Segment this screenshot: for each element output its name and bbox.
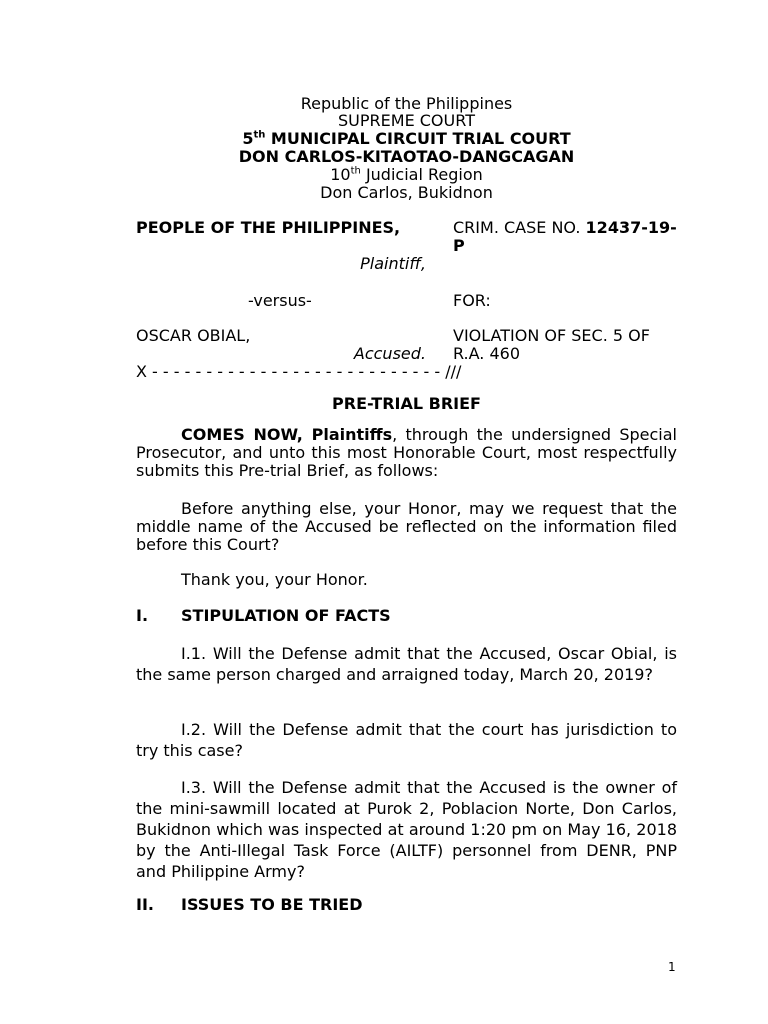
accused-role: Accused. bbox=[353, 344, 426, 363]
court-number: 5 bbox=[242, 129, 254, 148]
violation-line-2: R.A. 460 bbox=[453, 344, 521, 363]
caption-divider-line: X - - - - - - - - - - - - - - - - - - - - - - - - - - - /// bbox=[136, 362, 462, 381]
case-number-suffix: P bbox=[453, 236, 465, 255]
region-number-suffix: th bbox=[350, 165, 361, 177]
intro-rest: , through the undersigned Special Prosecutor, and unto this most Honorable Court, most respectfully submits this Pre-trial Brief, as follows: bbox=[136, 425, 677, 480]
case-number-value: 12437-19- bbox=[585, 218, 677, 237]
case-number-label: CRIM. CASE NO. bbox=[453, 218, 581, 237]
stipulation-item-2: I.2. Will the Defense admit that the court has jurisdiction to try this case? bbox=[136, 720, 677, 760]
accused-name: OSCAR OBIAL, bbox=[136, 326, 251, 345]
header-location: DON CARLOS-KITAOTAO-DANGCAGAN bbox=[238, 147, 575, 166]
region-number: 10 bbox=[330, 165, 351, 184]
stipulation-item-1: I.1. Will the Defense admit that the Accused, Oscar Obial, is the same person charged and arraigned today, March 20, 2019? bbox=[136, 644, 677, 684]
intro-paragraph bbox=[136, 426, 677, 480]
case-number-line bbox=[453, 219, 677, 237]
violation-line-1: VIOLATION OF SEC. 5 OF bbox=[453, 326, 650, 345]
intro-lead: COMES NOW, Plaintiffs bbox=[181, 425, 393, 444]
request-paragraph: Before anything else, your Honor, may we request that the middle name of the Accused be reflected on the information filed before this Court? bbox=[136, 499, 677, 554]
section-2-title: ISSUES TO BE TRIED bbox=[181, 895, 363, 914]
header-supreme-court: SUPREME COURT bbox=[338, 111, 475, 130]
header-republic: Republic of the Philippines bbox=[300, 94, 513, 113]
region-title: Judicial Region bbox=[360, 165, 483, 184]
section-1-number: I. bbox=[136, 606, 149, 625]
court-title: MUNICIPAL CIRCUIT TRIAL COURT bbox=[265, 129, 571, 148]
header-region bbox=[136, 166, 677, 184]
stipulation-item-3: I.3. Will the Defense admit that the Accused is the owner of the mini-sawmill located at Purok 2, Poblacion Norte, Don Carlos, Bukidnon which was inspected at around 1:20 pm on May 16, 2018 by the Anti-Illegal Task Force (AILTF) personnel from DENR, PNP and Philippine Army? bbox=[136, 778, 677, 881]
header-city: Don Carlos, Bukidnon bbox=[320, 183, 493, 202]
section-1-title: STIPULATION OF FACTS bbox=[181, 606, 391, 625]
for-label: FOR: bbox=[453, 291, 491, 310]
brief-title: PRE-TRIAL BRIEF bbox=[332, 394, 481, 413]
versus-label: -versus- bbox=[248, 291, 312, 310]
header-court-name bbox=[136, 130, 677, 148]
plaintiff-name: PEOPLE OF THE PHILIPPINES, bbox=[136, 218, 401, 237]
court-number-suffix: th bbox=[253, 129, 266, 141]
section-2-number: II. bbox=[136, 895, 154, 914]
plaintiff-role: Plaintiff, bbox=[360, 254, 426, 273]
thanks-line: Thank you, your Honor. bbox=[181, 570, 368, 589]
page-number: 1 bbox=[668, 960, 676, 974]
